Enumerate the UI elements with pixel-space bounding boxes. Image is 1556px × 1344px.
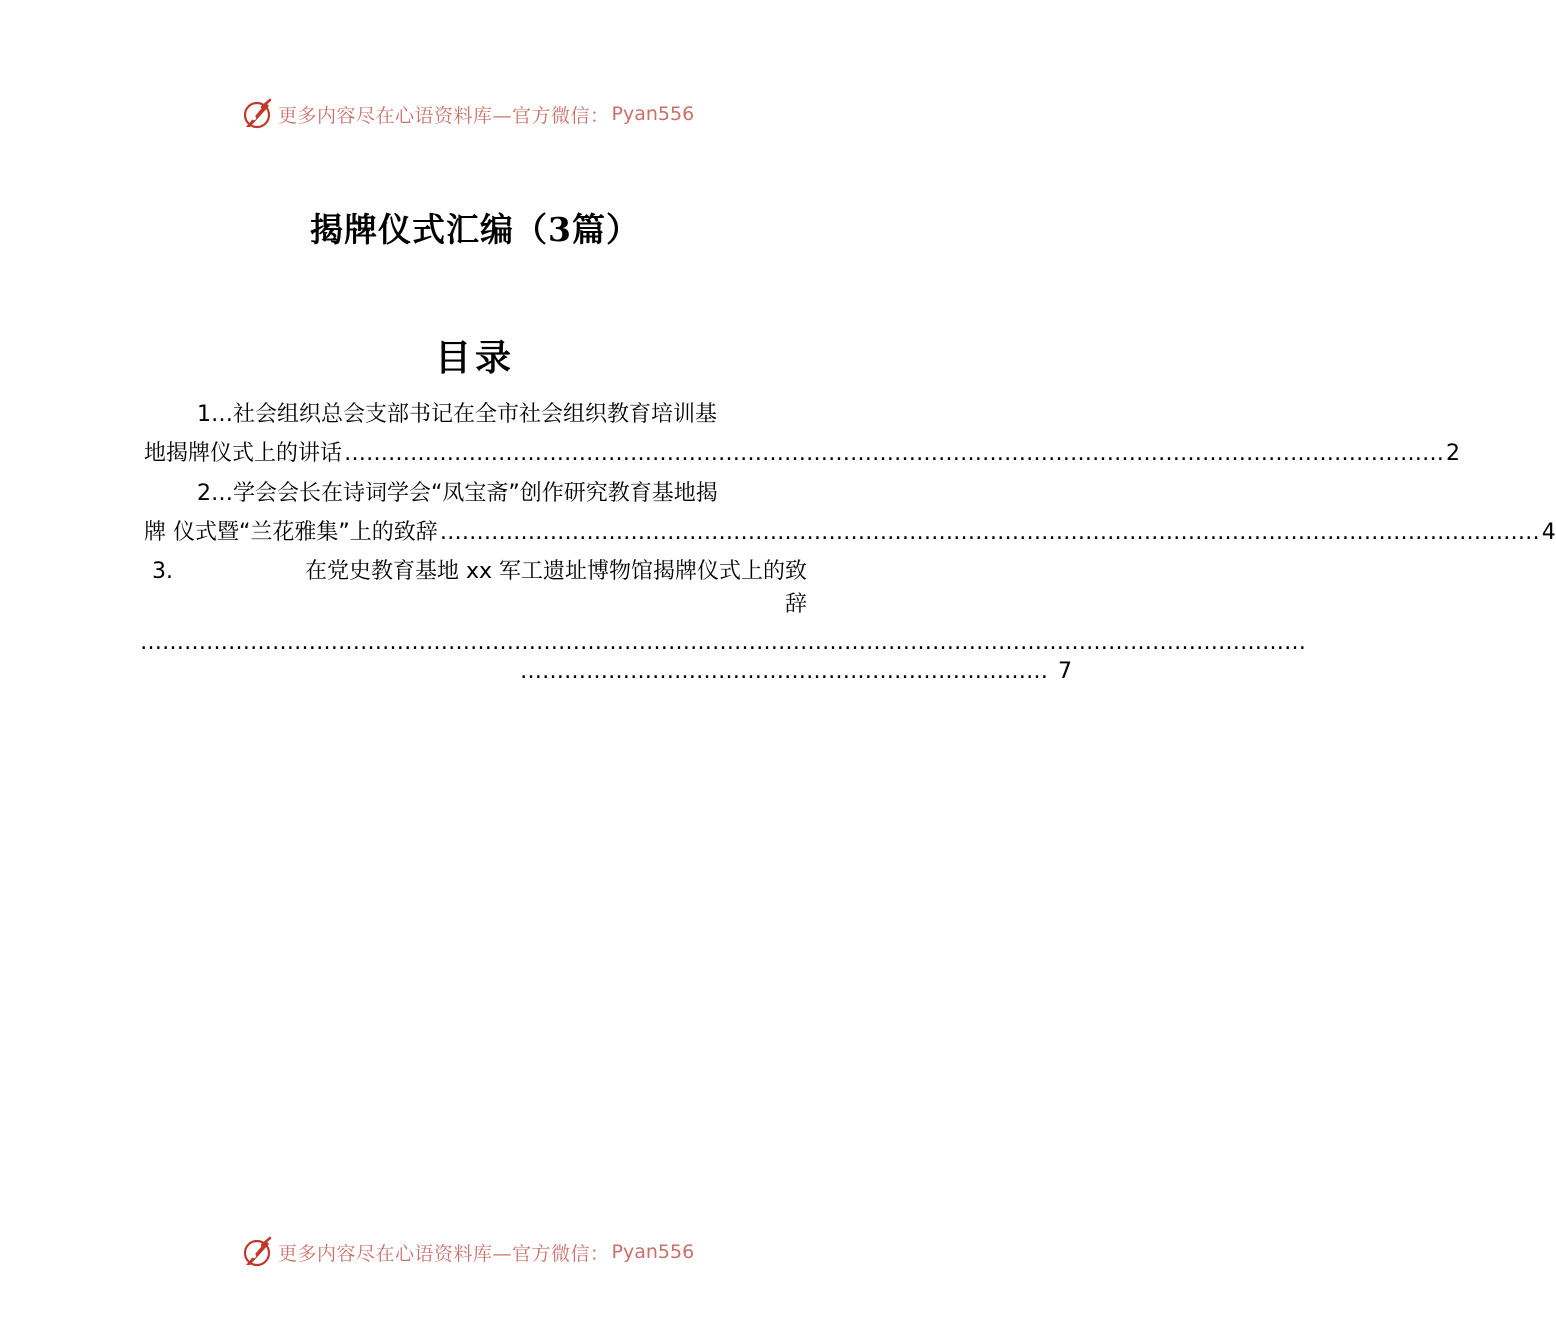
toc-entry-3-leader-dots-row (140, 628, 1306, 658)
toc-entry-2-line2[interactable] (144, 518, 1556, 548)
toc-entry-2-title-part1: …学会会长在诗词学会“凤宝斋”创作研究教育基地揭 (211, 481, 718, 506)
toc-entry-2-leader-dots: …………………………………………………………………………………………………………………………………… (439, 520, 1540, 545)
toc-entry-3-leader-dots: …………………………………………………………………………………………………………………………………………… (140, 630, 1306, 655)
header-wechat-id: Pyan556 (611, 103, 695, 125)
toc-entry-3-title-part1[interactable]: 在党史教育基地 xx 军工遗址博物馆揭牌仪式上的致 (304, 559, 807, 584)
toc-entry-3-page-row[interactable] (518, 657, 1072, 687)
document-title: 揭牌仪式汇编（3篇） (310, 210, 640, 249)
quill-pen-logo-icon (240, 97, 274, 131)
footer-banner-content (240, 1232, 694, 1272)
quill-pen-logo-icon (240, 1235, 274, 1269)
toc-entry-2-page: 4 (1541, 520, 1556, 545)
toc-entry-3-page: 7 (1058, 659, 1072, 684)
footer-wechat-id: Pyan556 (611, 1241, 695, 1263)
toc-entry-3-leader-dots-2: ……………………………………………………………… (520, 659, 1048, 684)
toc-entry-3-title-part2[interactable]: 辞 (784, 592, 807, 617)
toc-entry-2-line1[interactable] (197, 479, 807, 509)
header-banner (0, 94, 950, 134)
toc-entry-1-line1[interactable] (197, 400, 807, 430)
footer-banner (0, 1232, 950, 1272)
toc-entry-1-title-part1: …社会组织总会支部书记在全市社会组织教育培训基 (211, 402, 718, 427)
toc-entry-1-title-part2: 地揭牌仪式上的讲话 (144, 441, 343, 466)
toc-entry-1-number: 1 (197, 402, 211, 427)
toc-entry-1-line2[interactable] (144, 439, 1461, 469)
header-slogan: 更多内容尽在心语资料库—官方微信： (278, 104, 610, 127)
toc-entry-2-title-part2: 牌 仪式暨“兰花雅集”上的致辞 (144, 520, 438, 545)
toc-entry-1-page: 2 (1446, 441, 1461, 466)
header-banner-content (240, 94, 694, 134)
toc-entry-3-number[interactable]: 3. (152, 559, 173, 584)
toc-entry-2-number: 2 (197, 481, 211, 506)
toc-entry-1-leader-dots: …………………………………………………………………………………………………………………………………… (344, 441, 1445, 466)
footer-slogan: 更多内容尽在心语资料库—官方微信： (278, 1242, 610, 1265)
toc-heading: 目录 (434, 337, 515, 379)
